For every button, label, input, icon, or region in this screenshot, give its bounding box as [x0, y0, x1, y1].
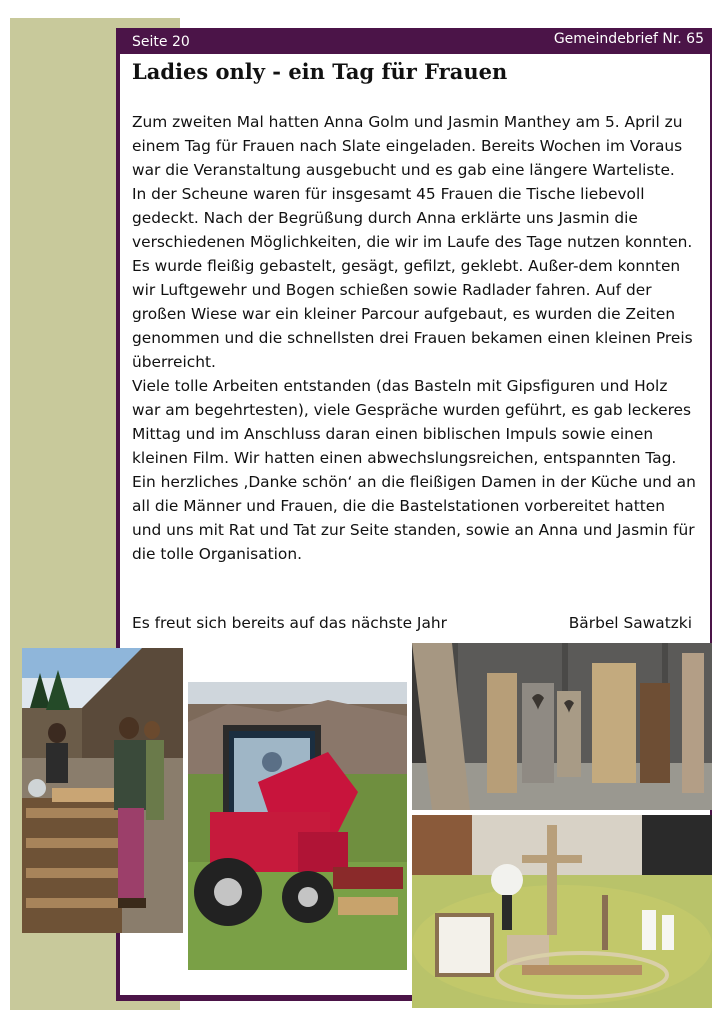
closing-note: Es freut sich bereits auf das nächste Jahr	[132, 614, 447, 632]
photo-wooden-crafts	[412, 643, 712, 810]
article-title: Ladies only - ein Tag für Frauen	[132, 59, 508, 84]
paragraph-1: Zum zweiten Mal hatten Anna Golm und Jasmin Manthey am 5. April zu einem Tag für Frauen nach Slate eingeladen. Bereits Wochen im Voraus war die Veranstaltung ausgebucht und es gab eine längere Warteliste.	[132, 113, 683, 179]
page-number: Seite 20	[132, 34, 190, 50]
photo-table-decoration	[412, 815, 712, 1008]
closing-line	[132, 614, 692, 638]
author-signature: Bärbel Sawatzki	[568, 614, 692, 632]
photo-woodworking	[22, 648, 183, 933]
article-body	[132, 110, 698, 566]
photo-wheel-loader	[188, 682, 407, 970]
paragraph-2: In der Scheune waren für insgesamt 45 Frauen die Tische liebevoll gedeckt. Nach der Begrüßung durch Anna erklärte uns Jasmin die verschiedenen Möglichkeiten, die wir im Laufe des Tage nutzen konnten. Es wurde fleißig gebastelt, gesägt, gefilzt, geklebt. Außer-dem konnten wir Luftgewehr und Bogen schießen sowie Radlader fahren. Auf der großen Wiese war ein kleiner Parcour aufgebaut, es wurden die Zeiten genommen und die schnellsten drei Frauen bekamen einen kleinen Preis überreicht.	[132, 185, 693, 371]
paragraph-3: Viele tolle Arbeiten entstanden (das Basteln mit Gipsfiguren und Holz war am begehrtesten), viele Gespräche wurden geführt, es gab leckeres Mittag und im Anschluss daran einen biblischen Impuls sowie einen kleinen Film. Wir hatten einen abwechslungsreichen, entspannten Tag. Ein herzliches ‚Danke schön‘ an die fleißigen Damen in der Küche und an all die Männer und Frauen, die die Bastelstationen vorbereitet hatten und uns mit Rat und Tat zur Seite standen, sowie an Anna und Jasmin für die tolle Organisation.	[132, 377, 696, 563]
publication-title: Gemeindebrief Nr. 65	[553, 31, 704, 47]
